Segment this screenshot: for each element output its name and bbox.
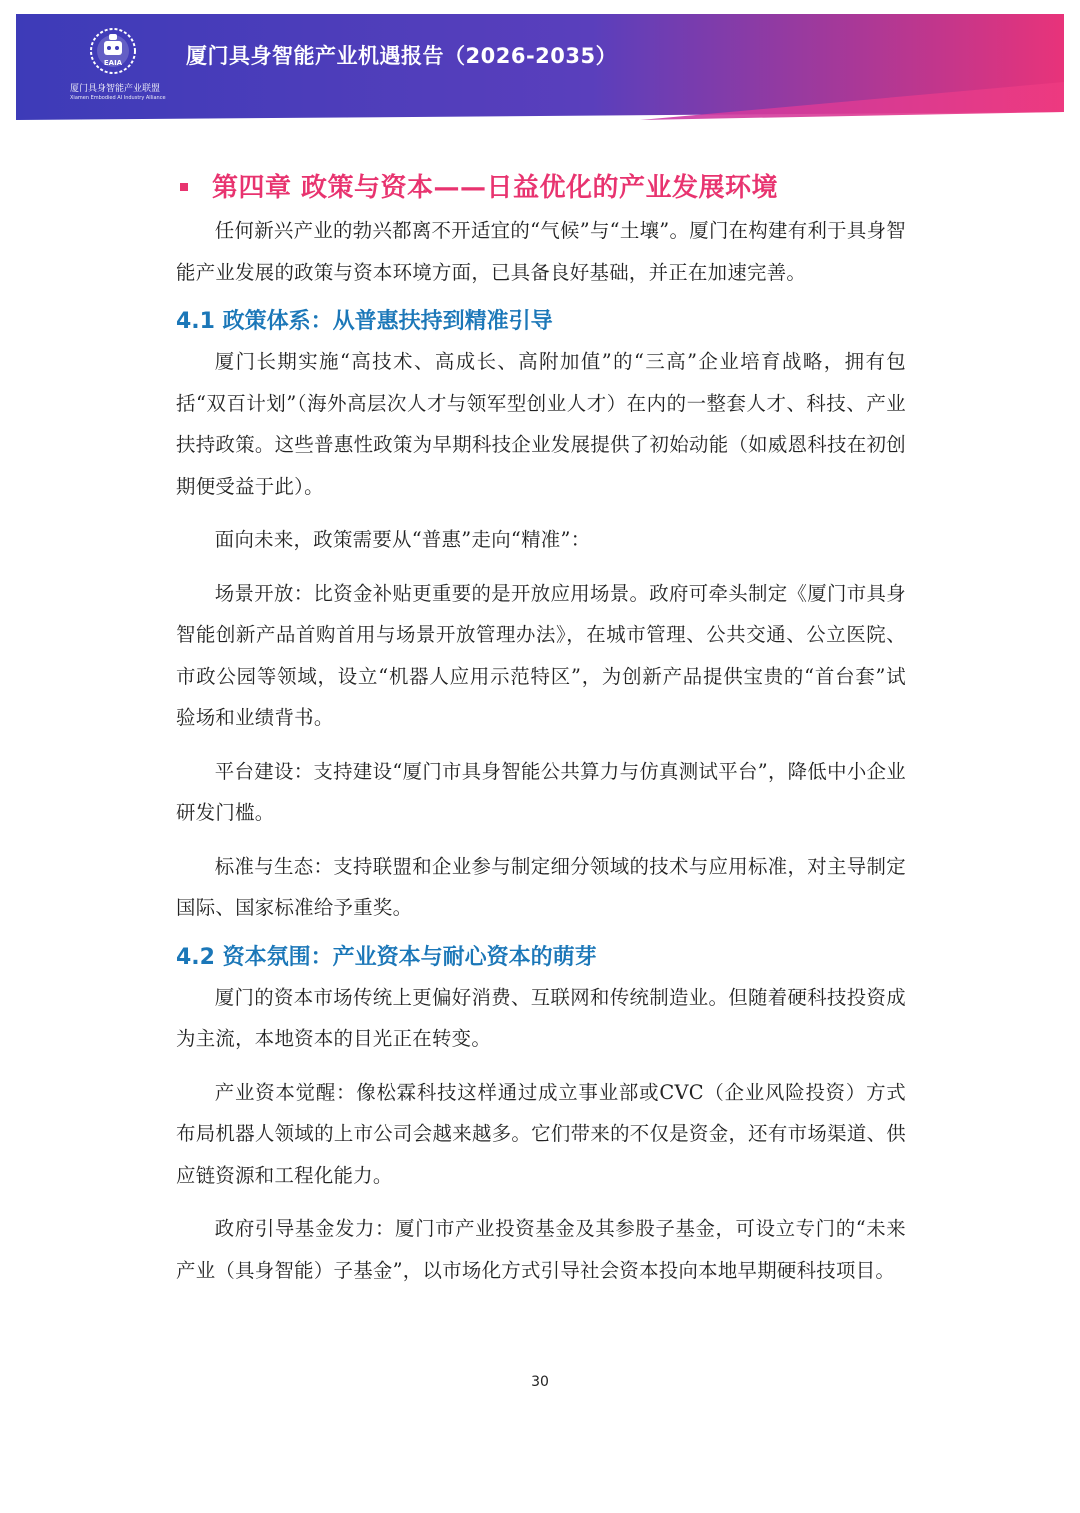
logo-name: 厦门具身智能产业联盟 (70, 84, 161, 94)
paragraph: 政府引导基金发力：厦门市产业投资基金及其参股子基金，可设立专门的“未来产业（具身智能）子基金”，以市场化方式引导社会资本投向本地早期硬科技项目。 (176, 1217, 906, 1282)
paragraph: 产业资本觉醒：像松霖科技这样通过成立事业部或CVC（企业风险投资）方式布局机器人领域的上市公司会越来越多。它们带来的不仅是资金，还有市场渠道、供应链资源和工程化能力。 (176, 1080, 906, 1187)
paragraph: 厦门的资本市场传统上更偏好消费、互联网和传统制造业。但随着硬科技投资成为主流，本地资本的目光正在转变。 (176, 985, 906, 1050)
report-title: 厦门具身智能产业机遇报告（2026-2035） (186, 44, 618, 68)
section-heading-4-2: 4.2 资本氛围：产业资本与耐心资本的萌芽 (176, 944, 597, 970)
page-number: 30 (531, 1374, 549, 1390)
chapter-title: 第四章 政策与资本——日益优化的产业发展环境 (212, 173, 779, 203)
logo-caption (70, 84, 190, 102)
page-header (0, 0, 1080, 122)
paragraph: 厦门长期实施“高技术、高成长、高附加值”的“三高”企业培育战略，拥有包括“双百计划”（海外高层次人才与领军型创业人才）在内的一整套人才、科技、产业扶持政策。这些普惠性政策为早期科技企业发展提供了初始动能（如威恩科技在初创期便受益于此）。 (176, 350, 906, 498)
svg-text:EAIA: EAIA (103, 59, 123, 67)
chapter-heading (176, 166, 906, 210)
logo-name-en: Xiamen Embodied AI Industry Alliance (70, 95, 166, 101)
section-heading-4-1: 4.1 政策体系：从普惠扶持到精准引导 (176, 309, 553, 334)
chapter-intro: 任何新兴产业的勃兴都离不开适宜的“气候”与“土壤”。厦门在构建有利于具身智能产业发展的政策与资本环境方面，已具备良好基础，并正在加速完善。 (176, 219, 906, 284)
robot-logo-icon (88, 26, 138, 76)
alliance-logo (70, 24, 180, 110)
page-body (176, 166, 906, 1291)
paragraph: 面向未来，政策需要从“普惠”走向“精准”： (214, 528, 591, 551)
paragraph: 场景开放：比资金补贴更重要的是开放应用场景。政府可牵头制定《厦门市具身智能创新产品首购首用与场景开放管理办法》，在城市管理、公共交通、公立医院、市政公园等领域，设立“机器人应用示范特区”，为创新产品提供宝贵的“首台套”试验场和业绩背书。 (176, 581, 906, 729)
paragraph: 平台建设：支持建设“厦门市具身智能公共算力与仿真测试平台”，降低中小企业研发门槛。 (176, 759, 906, 824)
paragraph: 标准与生态：支持联盟和企业参与制定细分领域的技术与应用标准，对主导制定国际、国家标准给予重奖。 (176, 854, 906, 919)
square-bullet-icon (180, 183, 188, 191)
